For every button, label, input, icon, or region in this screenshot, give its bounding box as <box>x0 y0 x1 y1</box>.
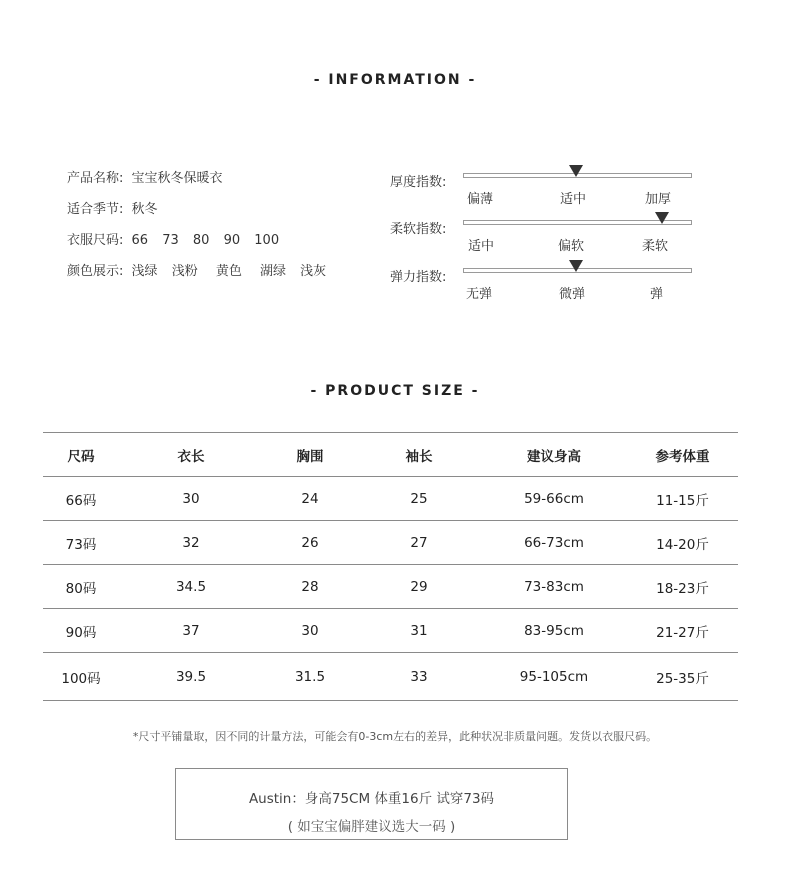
column-header: 袖长 <box>357 433 481 477</box>
table-cell: 25 <box>357 477 481 521</box>
info-value: 秋冬 <box>131 202 158 217</box>
scale-tick: 微弹 <box>559 287 586 302</box>
table-cell: 11-15斤 <box>627 477 738 521</box>
size-table-grid <box>43 432 738 701</box>
table-cell: 80码 <box>43 565 119 609</box>
column-header: 尺码 <box>43 433 119 477</box>
color-option: 湖绿 <box>260 264 287 279</box>
table-cell: 18-23斤 <box>627 565 738 609</box>
scale-marker-icon <box>569 165 583 177</box>
info-row-name <box>67 170 336 201</box>
model-fit-suggestion: ( 如宝宝偏胖建议选大一码 ) <box>287 819 456 835</box>
info-label: 颜色展示: <box>67 264 124 279</box>
info-label: 衣服尺码: <box>67 233 124 248</box>
scale-tick: 柔软 <box>642 239 669 254</box>
table-cell: 27 <box>357 521 481 565</box>
scale-tick: 适中 <box>560 192 587 207</box>
scale-marker-icon <box>569 260 583 272</box>
scale-tick: 适中 <box>468 239 495 254</box>
table-cell: 100码 <box>43 653 119 701</box>
size-option: 66 <box>131 233 149 248</box>
table-cell: 33 <box>357 653 481 701</box>
info-label: 产品名称: <box>67 171 124 186</box>
color-option: 浅粉 <box>171 264 198 279</box>
table-cell: 66-73cm <box>481 521 627 565</box>
table-cell: 90码 <box>43 609 119 653</box>
table-row <box>43 565 738 609</box>
table-row <box>43 477 738 521</box>
scale-tick: 弹 <box>650 287 664 302</box>
measurement-note: *尺寸平铺量取，因不同的计量方法，可能会有0-3cm左右的差异，此种状况非质量问题。发货以衣服尺码。 <box>132 730 658 743</box>
scale-tick: 偏薄 <box>467 192 494 207</box>
scale-label: 弹力指数: <box>390 270 447 285</box>
table-cell: 39.5 <box>119 653 263 701</box>
table-cell: 73码 <box>43 521 119 565</box>
table-cell: 31 <box>357 609 481 653</box>
size-option: 80 <box>192 233 210 248</box>
size-option: 100 <box>254 233 280 248</box>
table-row <box>43 521 738 565</box>
scale-marker-icon <box>655 212 669 224</box>
column-header: 胸围 <box>263 433 357 477</box>
table-cell: 24 <box>263 477 357 521</box>
table-cell: 66码 <box>43 477 119 521</box>
model-fit-box <box>175 768 568 840</box>
column-header: 建议身高 <box>481 433 627 477</box>
model-fit-info: Austin：身高75CM 体重16斤 试穿73码 <box>248 791 495 807</box>
scale-tick: 无弹 <box>466 287 493 302</box>
table-cell: 25-35斤 <box>627 653 738 701</box>
table-cell: 83-95cm <box>481 609 627 653</box>
table-cell: 26 <box>263 521 357 565</box>
size-option: 90 <box>223 233 241 248</box>
size-option: 73 <box>162 233 179 248</box>
scale-label: 厚度指数: <box>390 175 447 190</box>
product-size-title: - PRODUCT SIZE - <box>310 383 480 399</box>
info-row-season <box>67 201 336 232</box>
table-cell: 21-27斤 <box>627 609 738 653</box>
table-cell: 95-105cm <box>481 653 627 701</box>
information-title: - INFORMATION - <box>313 72 477 88</box>
table-cell: 29 <box>357 565 481 609</box>
table-cell: 59-66cm <box>481 477 627 521</box>
info-value: 宝宝秋冬保暖衣 <box>131 171 223 186</box>
table-cell: 14-20斤 <box>627 521 738 565</box>
info-label: 适合季节: <box>67 202 124 217</box>
table-cell: 30 <box>119 477 263 521</box>
color-option: 浅灰 <box>300 264 327 279</box>
table-row <box>43 653 738 701</box>
size-table-header <box>43 433 738 477</box>
scale-label: 柔软指数: <box>390 222 447 237</box>
column-header: 参考体重 <box>627 433 738 477</box>
table-cell: 34.5 <box>119 565 263 609</box>
table-cell: 31.5 <box>263 653 357 701</box>
info-row-colors <box>67 263 336 294</box>
table-cell: 32 <box>119 521 263 565</box>
column-header: 衣长 <box>119 433 263 477</box>
info-row-sizes <box>67 232 336 263</box>
table-cell: 73-83cm <box>481 565 627 609</box>
scale-tick: 加厚 <box>645 192 672 207</box>
table-cell: 28 <box>263 565 357 609</box>
scale-tick: 偏软 <box>558 239 585 254</box>
color-option: 黄色 <box>215 264 242 279</box>
product-info <box>67 170 336 294</box>
table-cell: 37 <box>119 609 263 653</box>
table-row <box>43 609 738 653</box>
color-option: 浅绿 <box>131 264 158 279</box>
table-cell: 30 <box>263 609 357 653</box>
